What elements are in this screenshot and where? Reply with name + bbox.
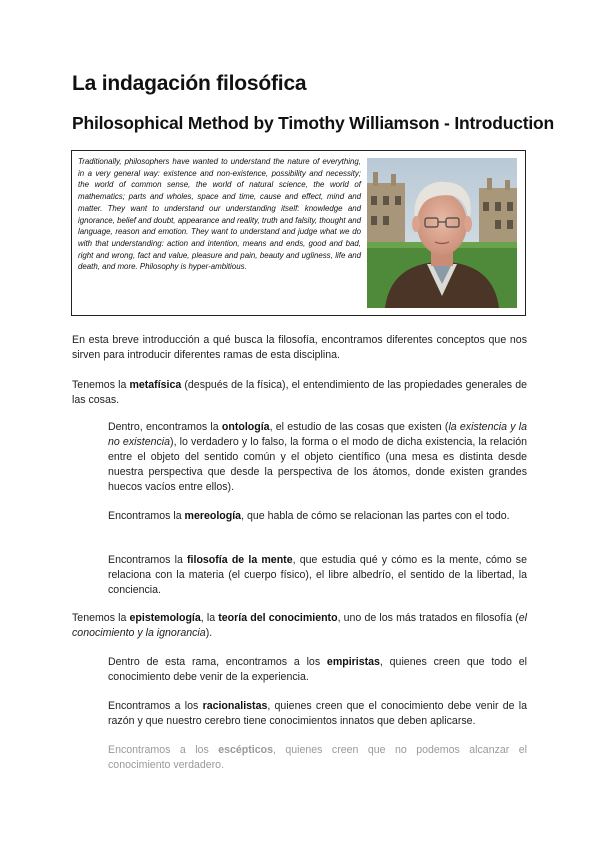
quote-text: Traditionally, philosophers have wanted to understand the nature of everything, in a very general way: existence and non-existence, possibility and necessity; the world of common sense, the world of natural science, the world of mathematics; parts and wholes, space and time, cause and effect, mind and matter. They want to understand our understanding itself: knowledge and ignorance, belief and doubt, appearance and reality, truth and falsity, thought and language, reason and emotion. They want to understand and judge what we do with that understanding: action and intention, means and ends, good and bad, right and wrong, fact and value, pleasure and pain, beauty and ugliness, life and death, and more. Philosophy is hyper-ambitious. <box>78 157 361 272</box>
italic-segment: la existencia y la no existencia <box>108 421 527 448</box>
empiricists-paragraph <box>108 655 527 685</box>
term-ontologia: ontología <box>221 421 270 433</box>
page-title: La indagación filosófica <box>72 72 307 95</box>
text-segment: Encontramos a los <box>108 700 203 712</box>
philosophy-of-mind-paragraph <box>108 553 527 598</box>
page-subtitle: Philosophical Method by Timothy Williamson - Introduction <box>72 113 555 133</box>
term-epistemologia: epistemología <box>129 612 201 624</box>
epistemology-paragraph <box>72 611 527 641</box>
text-segment: ). <box>205 627 213 639</box>
text-segment: , uno de los más tratados en filosofía ( <box>337 612 519 624</box>
term-escepticos: escépticos <box>218 744 273 756</box>
term-metafisica: metafísica <box>129 379 182 391</box>
ontology-paragraph <box>108 420 527 495</box>
term-filosofia-de-la-mente: filosofía de la mente <box>187 554 293 566</box>
text-segment: , quienes creen que no podemos alcanzar el conocimiento verdadero. <box>108 744 527 771</box>
rationalists-paragraph <box>108 699 527 729</box>
skeptics-paragraph <box>108 743 527 773</box>
text-segment: Tenemos la <box>72 379 130 391</box>
text-segment: Dentro de esta rama, encontramos a los <box>108 656 327 668</box>
portrait-photo-icon <box>367 158 517 308</box>
term-racionalistas: racionalistas <box>202 700 268 712</box>
text-segment: Encontramos a los <box>108 744 219 756</box>
quote-box <box>71 150 526 316</box>
text-segment: Tenemos la <box>72 612 130 624</box>
text-segment: Dentro, encontramos la <box>108 421 222 433</box>
italic-segment: el conocimiento y la ignorancia <box>72 612 528 639</box>
metaphysics-paragraph <box>72 378 527 408</box>
text-segment: , quienes creen que todo el conocimiento debe venir de la experiencia. <box>108 656 527 683</box>
term-mereologia: mereología <box>184 510 242 522</box>
text-segment: , quienes creen que el conocimiento debe venir de la razón y que nuestro cerebro tiene conocimientos innatos que deben aplicarse. <box>108 700 527 727</box>
intro-paragraph: En esta breve introducción a qué busca la filosofía, encontramos diferentes conceptos que nos sirven para introducir diferentes ramas de esta disciplina. <box>72 334 527 361</box>
text-segment: ), lo verdadero y lo falso, la forma o el modo de dicha existencia, la relación entre el objeto del sentido común y el objeto científico (una mesa es distinta desde nuestra perspectiva que desde la perspectiva de los átomos, donde existen grandes huecos vacíos entre ellos). <box>108 436 527 493</box>
text-segment: , la <box>200 612 219 624</box>
text-segment: Encontramos la <box>108 510 185 522</box>
text-segment: , que habla de cómo se relacionan las partes con el todo. <box>241 510 510 522</box>
term-teoria-del-conocimiento: teoría del conocimiento <box>218 612 338 624</box>
portrait-photo <box>367 158 517 308</box>
mereology-paragraph <box>108 509 527 524</box>
term-empiristas: empiristas <box>326 656 380 668</box>
text-segment: , que estudia qué y cómo es la mente, cómo se relaciona con la materia (el cuerpo físico), el libre albedrío, el sentido de la libertad, la conciencia. <box>108 554 527 596</box>
text-segment: , el estudio de las cosas que existen ( <box>269 421 449 433</box>
text-segment: Encontramos la <box>108 554 188 566</box>
text-segment: (después de la física), el entendimiento de las propiedades generales de las cosas. <box>72 379 527 406</box>
